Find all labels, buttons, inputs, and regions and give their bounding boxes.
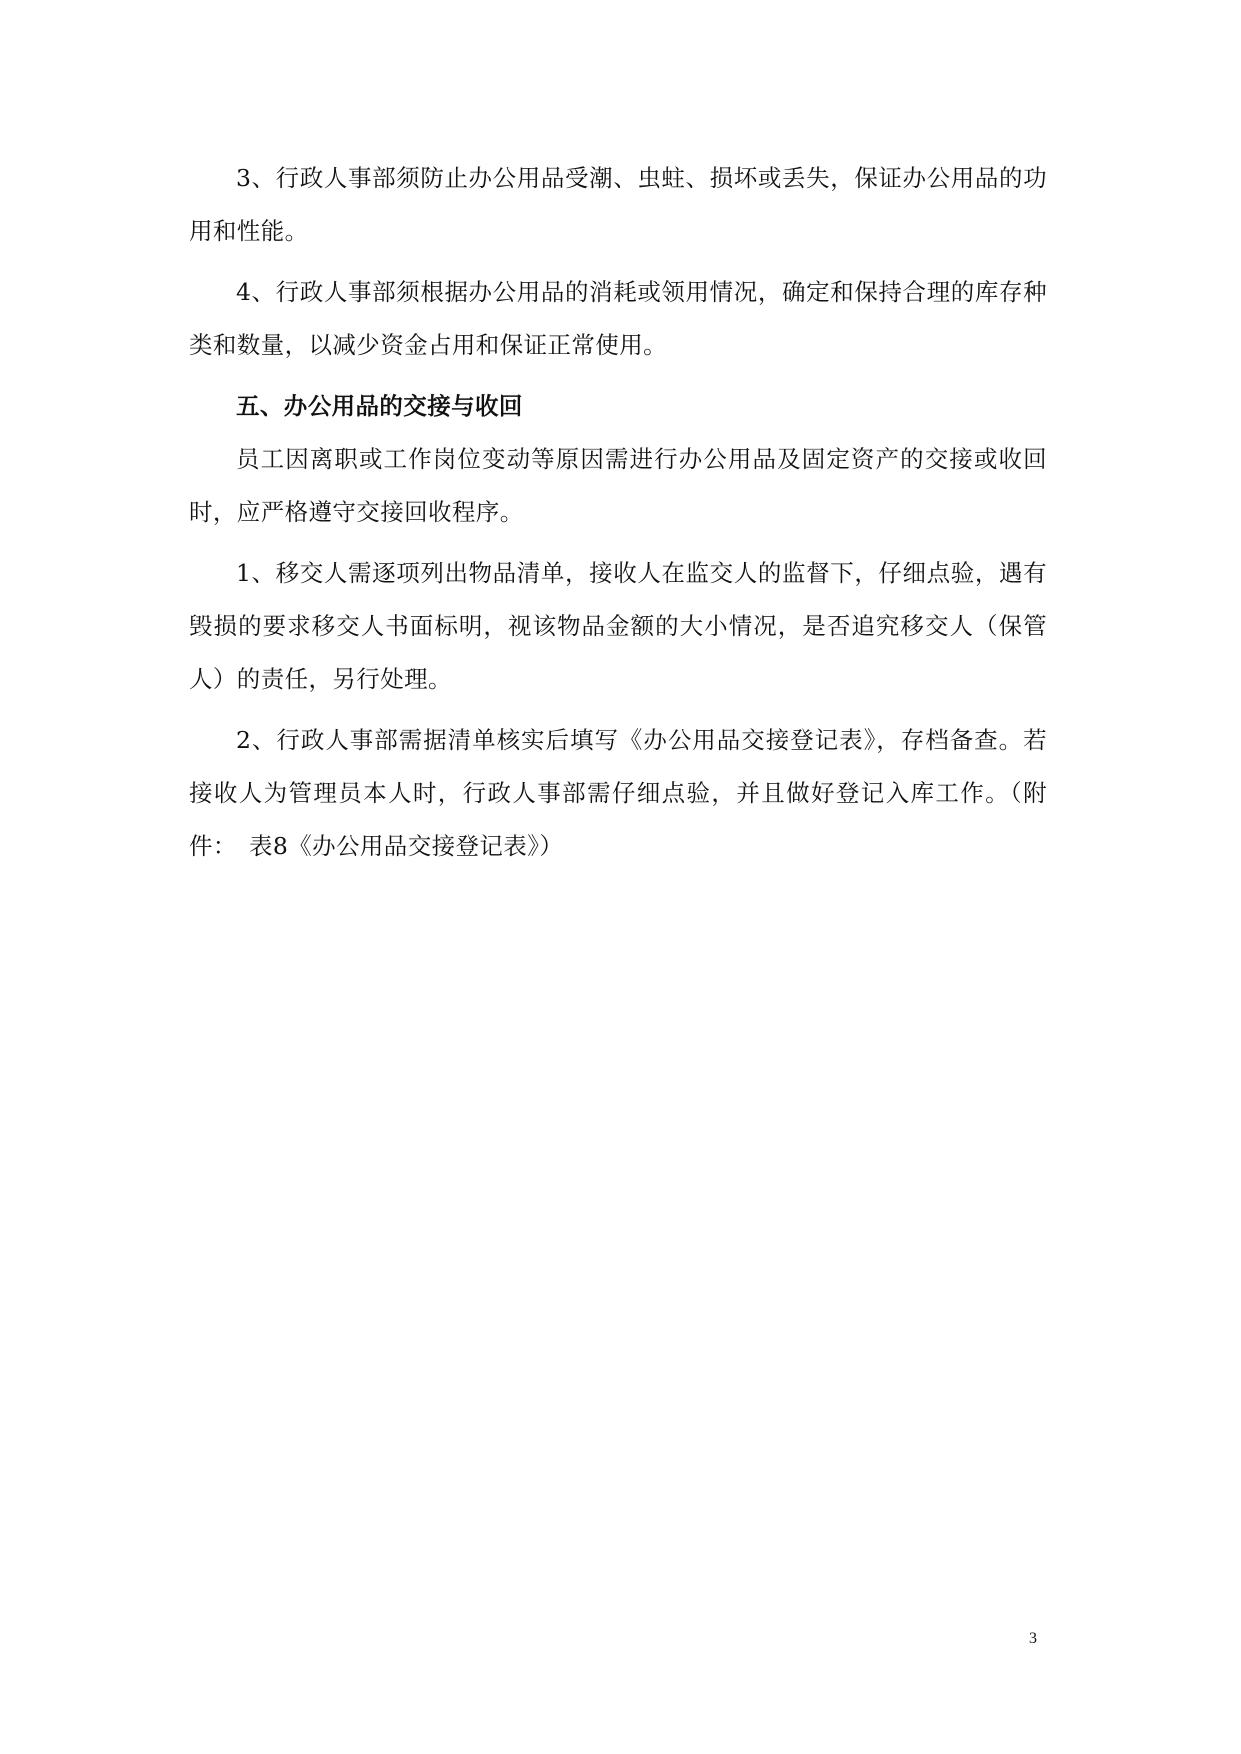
paragraph-item-4: 4、行政人事部须根据办公用品的消耗或领用情况，确定和保持合理的库存种类和数量，以减少资金占用和保证正常使用。	[189, 278, 1047, 359]
page-number: 3	[1029, 1630, 1037, 1647]
paragraph-item-1: 1、移交人需逐项列出物品清单，接收人在监交人的监督下，仔细点验，遇有毁损的要求移交人书面标明，视该物品金额的大小情况，是否追究移交人（保管人）的责任，另行处理。	[189, 559, 1047, 693]
section-heading: 五、办公用品的交接与收回	[236, 392, 523, 420]
paragraph-item-3: 3、行政人事部须防止办公用品受潮、虫蛀、损坏或丢失，保证办公用品的功用和性能。	[189, 164, 1047, 245]
section-intro-paragraph: 员工因离职或工作岗位变动等原因需进行办公用品及固定资产的交接或收回时，应严格遵守交接回收程序。	[189, 445, 1047, 526]
paragraph-item-2: 2、行政人事部需据清单核实后填写《办公用品交接登记表》，存档备查。若接收人为管理员本人时，行政人事部需仔细点验，并且做好登记入库工作。（附件： 表8《办公用品交接登记表》）	[189, 726, 1047, 860]
page-body	[189, 152, 1047, 873]
